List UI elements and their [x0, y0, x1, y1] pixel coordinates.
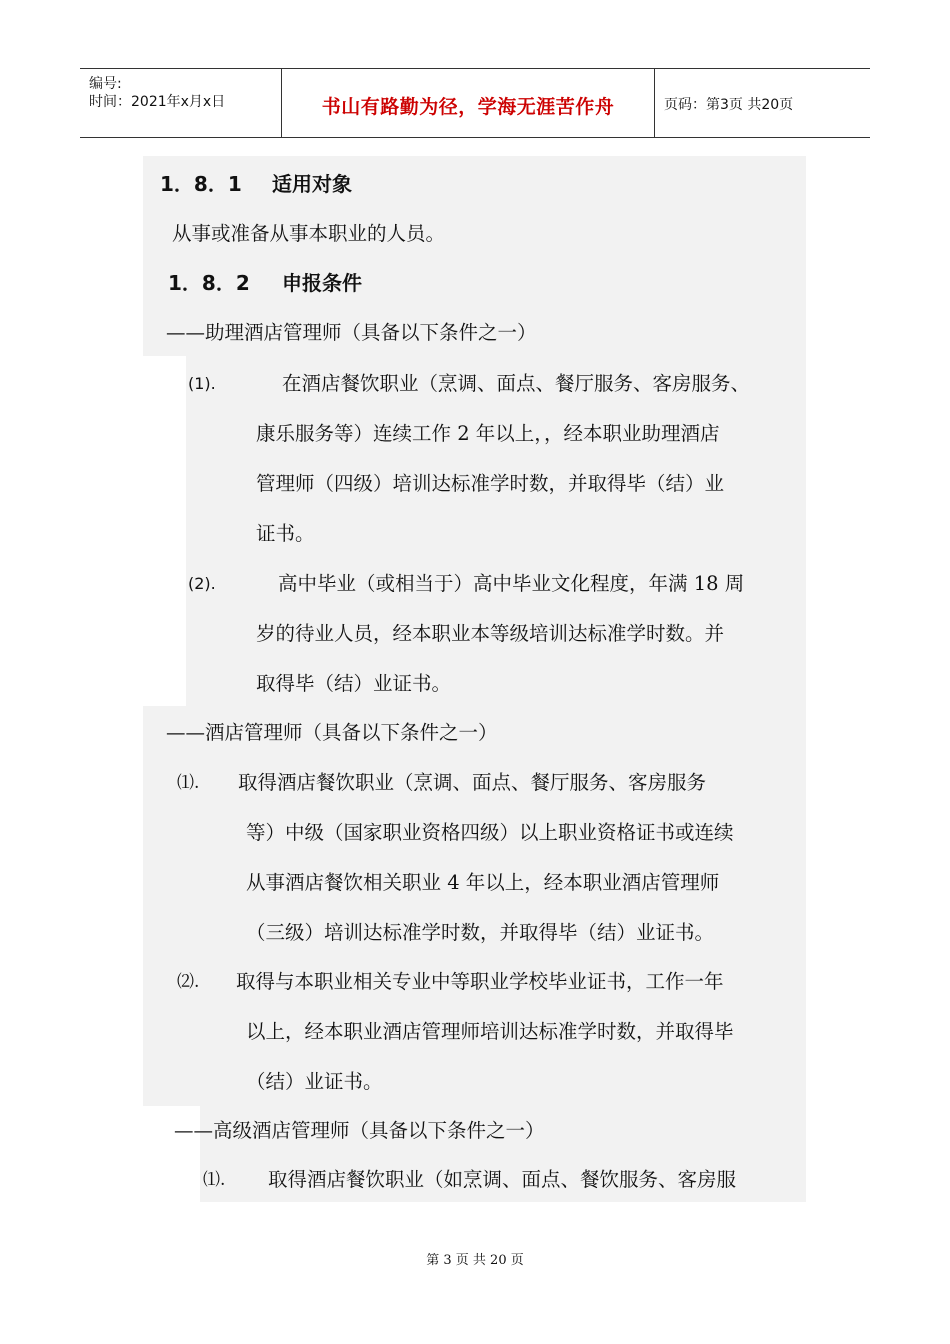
assistant-item2-line: 岁的待业人员，经本职业本等级培训达标准学时数。并 — [256, 622, 725, 645]
assistant-item2-line: 高中毕业（或相当于）高中毕业文化程度，年满 18 周 — [278, 572, 745, 595]
manager-item2-line: 以上，经本职业酒店管理师培训达标准学时数，并取得毕 — [246, 1020, 734, 1043]
assistant-item2-marker: (2). — [188, 574, 216, 593]
manager-heading: ——酒店管理师（具备以下条件之一） — [166, 721, 498, 744]
header-page-cell — [655, 69, 870, 137]
assistant-item1-marker: (1). — [188, 374, 216, 393]
manager-item1-marker: ⑴. — [177, 773, 200, 793]
assistant-item1-line: 在酒店餐饮职业（烹调、面点、餐厅服务、客房服务、 — [282, 372, 751, 395]
section-1-8-2-number: 1．8．2 — [168, 271, 250, 295]
motto: 书山有路勤为径，学海无涯苦作舟 — [321, 96, 615, 118]
manager-item1-line: 取得酒店餐饮职业（烹调、面点、餐厅服务、客房服务 — [238, 771, 707, 794]
senior-item1-marker: ⑴. — [203, 1170, 226, 1190]
header-info-cell — [80, 69, 282, 137]
assistant-item1-line: 证书。 — [256, 522, 315, 545]
manager-item1-line: 等）中级（国家职业资格四级）以上职业资格证书或连续 — [246, 821, 734, 844]
assistant-heading: ——助理酒店管理师（具备以下条件之一） — [166, 321, 537, 344]
manager-item2-marker: ⑵. — [177, 972, 200, 992]
page-label: 页码：第3页 共20页 — [664, 97, 794, 113]
senior-item1-line: 取得酒店餐饮职业（如烹调、面点、餐饮服务、客房服 — [268, 1168, 737, 1191]
header-motto-cell — [282, 69, 655, 137]
time-label: 时间：2021年x月x日 — [89, 94, 226, 110]
section-1-8-1-title: 适用对象 — [272, 172, 352, 196]
assistant-item1-line: 管理师（四级）培训达标准学时数，并取得毕（结）业 — [256, 472, 725, 495]
assistant-item1-line: 康乐服务等）连续工作 2 年以上，，经本职业助理酒店 — [256, 422, 720, 445]
senior-heading: ——高级酒店管理师（具备以下条件之一） — [174, 1119, 545, 1142]
manager-item2-line: （结）业证书。 — [246, 1070, 383, 1093]
section-1-8-1-number: 1．8．1 — [160, 172, 242, 196]
section-1-8-1-text: 从事或准备从事本职业的人员。 — [172, 222, 446, 245]
code-label: 编号: — [89, 76, 122, 92]
page-header — [80, 68, 870, 138]
manager-item2-line: 取得与本职业相关专业中等职业学校毕业证书，工作一年 — [236, 970, 724, 993]
assistant-item2-line: 取得毕（结）业证书。 — [256, 672, 452, 695]
shade-band-manager — [143, 706, 806, 1106]
page-footer: 第 3 页 共 20 页 — [426, 1253, 524, 1268]
manager-item1-line: （三级）培训达标准学时数，并取得毕（结）业证书。 — [246, 921, 715, 944]
section-1-8-2-title: 申报条件 — [282, 271, 362, 295]
manager-item1-line: 从事酒店餐饮相关职业 4 年以上，经本职业酒店管理师 — [246, 871, 720, 894]
